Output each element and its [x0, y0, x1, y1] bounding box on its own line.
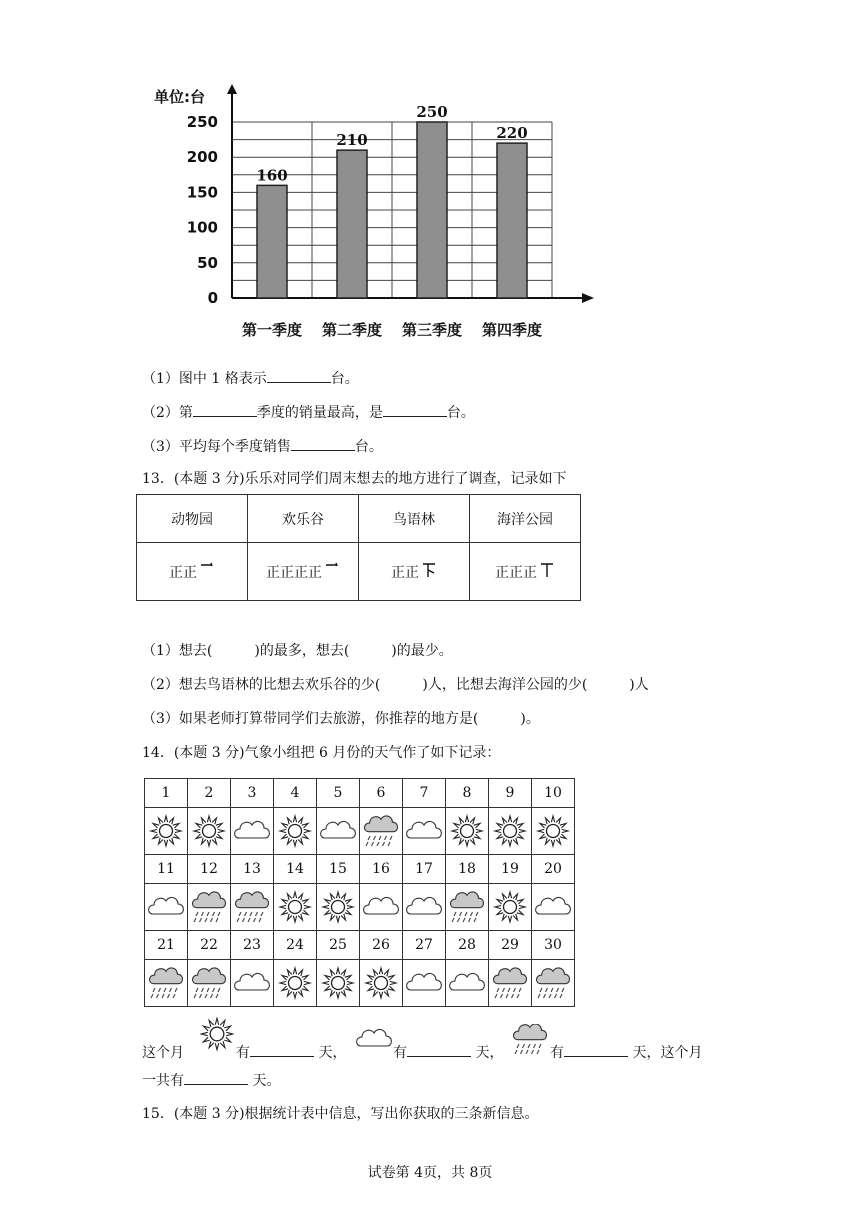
calendar-date: 3 [231, 779, 274, 808]
tally-cell [470, 543, 581, 601]
q14-answer-line1 [142, 1042, 184, 1062]
tally-partial-mark [539, 561, 555, 579]
sun-icon [276, 964, 314, 1002]
cloud-icon [448, 964, 486, 1002]
calendar-weather-cell [188, 808, 231, 855]
q15-stem: 15．(本题 3 分)根据统计表中信息，写出你获取的三条新信息。 [142, 1106, 539, 1122]
header-bird-forest: 鸟语林 [359, 495, 470, 543]
calendar-weather-row [145, 960, 575, 1007]
calendar-date-row [145, 855, 575, 884]
calendar-weather-cell [231, 884, 274, 931]
calendar-weather-cell [403, 884, 446, 931]
tally-text: 正正 [391, 565, 419, 581]
q14-stem: 14．(本题 3 分)气象小组把 6 月份的天气作了如下记录： [142, 745, 501, 761]
q14-text-has: 有 [236, 1045, 250, 1061]
cloud-icon [356, 1025, 392, 1053]
calendar-date: 30 [532, 931, 575, 960]
sun-icon [190, 812, 228, 850]
calendar-date: 8 [446, 779, 489, 808]
sun-icon [276, 812, 314, 850]
calendar-weather-cell [188, 884, 231, 931]
calendar-date: 12 [188, 855, 231, 884]
calendar-date: 17 [403, 855, 446, 884]
x-category-label: 第二季度 [321, 321, 383, 339]
calendar-weather-cell [317, 960, 360, 1007]
answer-blank[interactable] [291, 437, 355, 451]
x-category-label: 第四季度 [481, 321, 543, 339]
calendar-weather-cell [231, 808, 274, 855]
cloud-icon [405, 888, 443, 926]
calendar-weather-cell [532, 960, 575, 1007]
answer-blank[interactable] [184, 1071, 248, 1085]
y-tick-label: 0 [207, 289, 218, 307]
calendar-weather-cell [360, 808, 403, 855]
x-category-label: 第一季度 [241, 321, 303, 339]
q14-text-this-month: 这个月 [142, 1045, 184, 1061]
y-tick-label: 250 [186, 113, 218, 131]
header-happy-valley: 欢乐谷 [248, 495, 359, 543]
tally-partial-mark [324, 561, 340, 579]
calendar-date: 27 [403, 931, 446, 960]
calendar-date-row [145, 779, 575, 808]
calendar-weather-cell [446, 884, 489, 931]
sun-icon [448, 812, 486, 850]
q14-text-days: 天， [318, 1045, 347, 1061]
y-axis-arrow [227, 84, 237, 94]
rain-icon [233, 888, 271, 926]
q14-text-days-end: 天。 [252, 1073, 281, 1089]
cloud-icon [405, 964, 443, 1002]
cloud-icon [405, 812, 443, 850]
sun-icon [276, 888, 314, 926]
y-tick-label: 50 [197, 253, 218, 272]
q12-sub2 [142, 402, 475, 422]
q14-text-has: 有 [550, 1045, 564, 1061]
q13-stem: 13．(本题 3 分)乐乐对同学们周末想去的地方进行了调查，记录如下 [142, 471, 567, 487]
calendar-weather-cell [403, 808, 446, 855]
tally-cell [248, 543, 359, 601]
calendar-date: 6 [360, 779, 403, 808]
rain-icon [147, 964, 185, 1002]
calendar-weather-cell [489, 808, 532, 855]
calendar-weather-cell [489, 884, 532, 931]
rain-icon [534, 964, 572, 1002]
q12-sub2-unit: 台。 [446, 405, 475, 421]
calendar-date: 23 [231, 931, 274, 960]
cloud-icon [233, 964, 271, 1002]
calendar-date: 15 [317, 855, 360, 884]
rain-icon [512, 1024, 548, 1054]
calendar-weather-cell [317, 808, 360, 855]
calendar-weather-cell [446, 960, 489, 1007]
q12-sub3-text: （3）平均每个季度销售 [142, 439, 291, 455]
sun-icon [491, 888, 529, 926]
x-axis-arrow [582, 293, 594, 303]
calendar-date: 21 [145, 931, 188, 960]
q12-sub3 [142, 436, 383, 456]
tally-cell [137, 543, 248, 601]
tally-partial-mark [199, 561, 215, 579]
q14-text-total: 一共有 [142, 1073, 184, 1089]
calendar-date: 13 [231, 855, 274, 884]
answer-blank[interactable] [407, 1043, 471, 1057]
answer-blank[interactable] [383, 403, 447, 417]
y-tick-label: 200 [186, 148, 218, 167]
q12-sub1-text: （1）图中 1 格表示 [142, 371, 267, 387]
calendar-date: 22 [188, 931, 231, 960]
calendar-date: 24 [274, 931, 317, 960]
calendar-date: 14 [274, 855, 317, 884]
calendar-date: 25 [317, 931, 360, 960]
calendar-date: 19 [489, 855, 532, 884]
bar [417, 122, 447, 298]
calendar-weather-row [145, 808, 575, 855]
sun-icon [147, 812, 185, 850]
q14-text-days: 天， [475, 1045, 504, 1061]
q14-text-has: 有 [393, 1045, 407, 1061]
calendar-date: 1 [145, 779, 188, 808]
tally-text: 正正 [169, 565, 197, 581]
calendar-weather-cell [231, 960, 274, 1007]
rain-icon [448, 888, 486, 926]
calendar-weather-cell [317, 884, 360, 931]
calendar-weather-cell [145, 960, 188, 1007]
q14-answer-line2 [142, 1070, 280, 1090]
q12-sub1 [142, 368, 359, 388]
calendar-weather-cell [274, 960, 317, 1007]
tally-text: 正正正正 [266, 565, 322, 581]
calendar-date: 9 [489, 779, 532, 808]
bar [497, 143, 527, 298]
calendar-date-row [145, 931, 575, 960]
calendar-date: 20 [532, 855, 575, 884]
sun-icon [491, 812, 529, 850]
calendar-date: 18 [446, 855, 489, 884]
y-tick-label: 100 [186, 218, 218, 237]
header-zoo: 动物园 [137, 495, 248, 543]
calendar-date: 16 [360, 855, 403, 884]
calendar-weather-cell [403, 960, 446, 1007]
calendar-weather-cell [489, 960, 532, 1007]
q12-sub2-mid: 季度的销量最高，是 [256, 405, 383, 421]
q12-sub2-text: （2）第 [142, 405, 193, 421]
cloud-icon [233, 812, 271, 850]
tally-partial-mark [421, 561, 437, 579]
calendar-weather-cell [532, 884, 575, 931]
calendar-date: 29 [489, 931, 532, 960]
q12-sub3-unit: 台。 [354, 439, 383, 455]
weather-calendar [144, 778, 575, 1007]
bar [337, 150, 367, 298]
sun-icon [534, 812, 572, 850]
answer-blank[interactable] [193, 403, 257, 417]
bar-value-label: 160 [256, 166, 288, 185]
q14-cloud-count [393, 1042, 503, 1062]
q14-sun-count [236, 1042, 346, 1062]
calendar-date: 2 [188, 779, 231, 808]
calendar-date: 28 [446, 931, 489, 960]
q12-sub1-unit: 台。 [330, 371, 359, 387]
cloud-icon [362, 888, 400, 926]
calendar-weather-cell [145, 808, 188, 855]
calendar-weather-cell [446, 808, 489, 855]
page-footer: 试卷第 4页，共 8页 [367, 1165, 493, 1181]
calendar-date: 11 [145, 855, 188, 884]
cloud-icon [534, 888, 572, 926]
q13-sub1: （1）想去( )的最多，想去( )的最少。 [142, 643, 453, 659]
calendar-weather-cell [360, 884, 403, 931]
sun-icon [362, 964, 400, 1002]
rain-icon [491, 964, 529, 1002]
tally-cell [359, 543, 470, 601]
calendar-weather-cell [274, 808, 317, 855]
rain-icon [190, 888, 228, 926]
header-ocean-park: 海洋公园 [470, 495, 581, 543]
cloud-icon [147, 888, 185, 926]
calendar-date: 10 [532, 779, 575, 808]
q14-rain-count [550, 1042, 702, 1062]
calendar-weather-cell [274, 884, 317, 931]
answer-blank[interactable] [564, 1043, 628, 1057]
survey-table [136, 494, 581, 601]
calendar-date: 7 [403, 779, 446, 808]
answer-blank[interactable] [267, 369, 331, 383]
tally-text: 正正正 [495, 565, 537, 581]
bar [257, 185, 287, 298]
rain-icon [190, 964, 228, 1002]
y-unit-label: 单位:台 [154, 88, 205, 106]
y-tick-label: 150 [186, 183, 218, 202]
calendar-weather-cell [188, 960, 231, 1007]
cloud-icon [319, 812, 357, 850]
rain-icon [362, 812, 400, 850]
bar-value-label: 210 [336, 131, 368, 150]
sun-icon [319, 964, 357, 1002]
bar-chart [150, 80, 610, 350]
calendar-date: 5 [317, 779, 360, 808]
sun-icon [200, 1017, 234, 1051]
calendar-date: 26 [360, 931, 403, 960]
calendar-weather-cell [360, 960, 403, 1007]
q14-text-days-month: 天，这个月 [632, 1045, 703, 1061]
q13-sub3: （3）如果老师打算带同学们去旅游，你推荐的地方是( )。 [142, 711, 540, 727]
q13-sub2: （2）想去鸟语林的比想去欢乐谷的少( )人，比想去海洋公园的少( )人 [142, 677, 649, 693]
bar-value-label: 220 [496, 124, 528, 143]
sun-icon [319, 888, 357, 926]
calendar-date: 4 [274, 779, 317, 808]
calendar-weather-cell [145, 884, 188, 931]
x-category-label: 第三季度 [401, 321, 463, 339]
calendar-weather-cell [532, 808, 575, 855]
bar-value-label: 250 [416, 103, 448, 121]
answer-blank[interactable] [250, 1043, 314, 1057]
calendar-weather-row [145, 884, 575, 931]
